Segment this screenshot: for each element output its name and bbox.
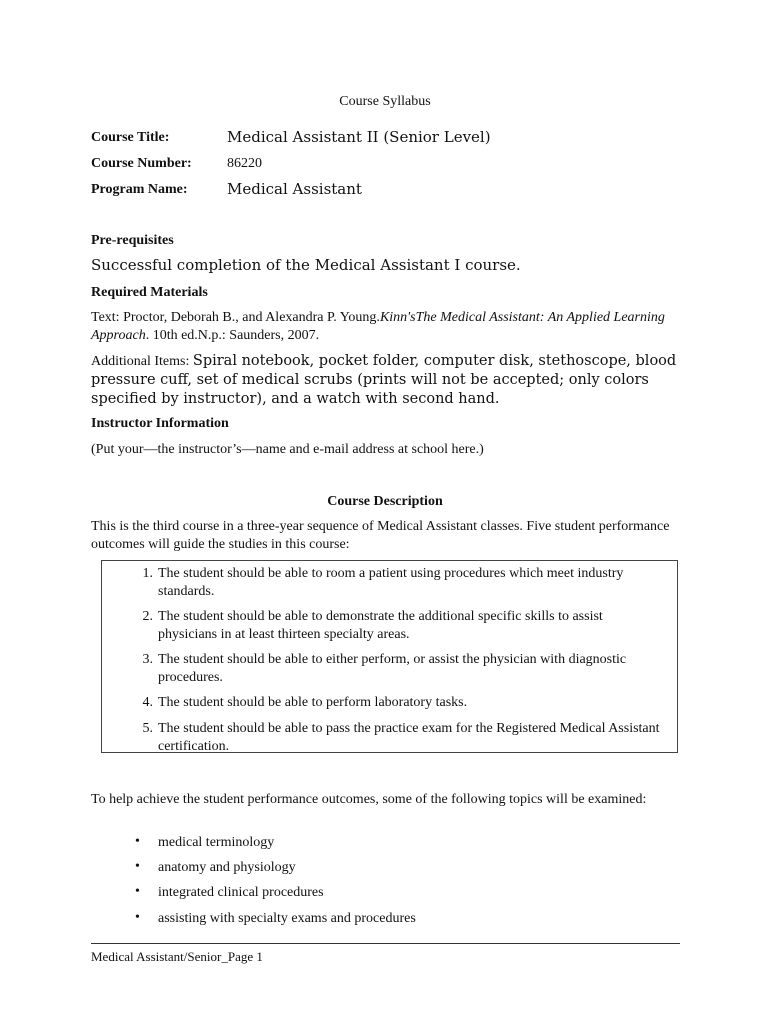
text-citation-title: Kinn'sThe Medical Assistant: An Applied Learning Approach [91, 310, 665, 343]
text-citation-suffix: . 10th ed.N.p.: Saunders, 2007. [145, 328, 320, 343]
course-title-value: Medical Assistant II (Senior Level) [227, 128, 491, 146]
additional-items [91, 352, 683, 409]
prerequisites-text: Successful completion of the Medical Assistant I course. [91, 256, 521, 274]
outcome-text: The student should be able to either perform, or assist the physician with diagnostic procedures. [158, 652, 627, 685]
outcome-number: 2. [142, 609, 153, 624]
footer-divider [91, 943, 680, 944]
bullet-icon: • [135, 884, 140, 899]
document-title: Course Syllabus [339, 94, 431, 109]
outcome-number: 5. [142, 721, 153, 736]
topic-item: anatomy and physiology [158, 860, 296, 875]
additional-items-label: Additional Items: [91, 354, 193, 369]
bullet-icon: • [135, 910, 140, 925]
page-footer: Medical Assistant/Senior_Page 1 [91, 949, 263, 964]
course-description-heading: Course Description [327, 494, 443, 509]
outcome-number: 4. [142, 695, 153, 710]
text-citation-prefix: Text: Proctor, Deborah B., and Alexandra P. Young. [91, 310, 380, 325]
bullet-icon: • [135, 859, 140, 874]
required-text [91, 309, 681, 345]
course-description-text: This is the third course in a three-year sequence of Medical Assistant classes. Five student performance outcomes will guide the studies in this course: [91, 519, 670, 552]
topic-item: integrated clinical procedures [158, 885, 324, 900]
outcome-number: 3. [142, 652, 153, 667]
topics-intro: To help achieve the student performance outcomes, some of the following topics will be examined: [91, 792, 647, 807]
topic-item: medical terminology [158, 835, 275, 850]
course-number-label: Course Number: [91, 156, 192, 171]
instructor-text: (Put your—the instructor’s—name and e-mail address at school here.) [91, 442, 484, 457]
course-title-label: Course Title: [91, 130, 170, 145]
topic-item: assisting with specialty exams and procedures [158, 911, 416, 926]
prerequisites-heading: Pre-requisites [91, 233, 174, 248]
course-number-value: 86220 [227, 156, 262, 171]
program-name-value: Medical Assistant [227, 180, 362, 198]
outcome-number: 1. [142, 566, 153, 581]
outcome-text: The student should be able to pass the practice exam for the Registered Medical Assistant certification. [158, 721, 660, 754]
outcomes-box [101, 560, 678, 753]
instructor-heading: Instructor Information [91, 416, 229, 431]
outcome-text: The student should be able to room a patient using procedures which meet industry standards. [158, 566, 624, 599]
required-materials-heading: Required Materials [91, 285, 208, 300]
additional-items-text: Spiral notebook, pocket folder, computer disk, stethoscope, blood pressure cuff, set of medical scrubs (prints will not be accepted; only colors specified by instructor), and a watch with second hand. [91, 353, 677, 407]
program-name-label: Program Name: [91, 182, 188, 197]
bullet-icon: • [135, 834, 140, 849]
outcome-text: The student should be able to demonstrate the additional specific skills to assist physicians in at least thirteen specialty areas. [158, 609, 603, 642]
outcome-text: The student should be able to perform laboratory tasks. [158, 695, 468, 710]
